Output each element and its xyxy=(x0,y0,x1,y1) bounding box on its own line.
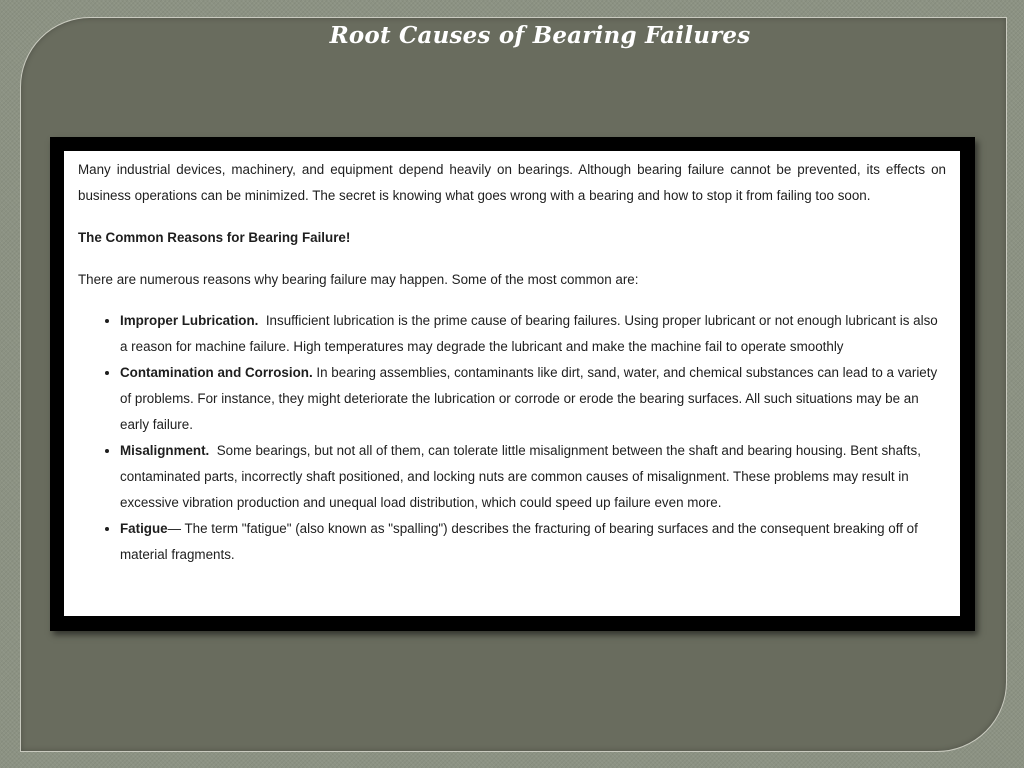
reason-text: Insufficient lubrication is the prime cause of bearing failures. Using proper lubricant or not enough lubricant is also a reason for machine failure. High temperatures may degrade the lubricant and make the machine fail to operate smoothly xyxy=(120,313,942,354)
list-item xyxy=(120,360,946,438)
reason-term: Contamination and Corrosion. xyxy=(120,365,313,380)
reason-text: — The term "fatigue" (also known as "spalling") describes the fracturing of bearing surfaces and the consequent breaking off of material fragments. xyxy=(120,521,922,562)
reason-term: Improper Lubrication. xyxy=(120,313,259,328)
reason-term: Fatigue xyxy=(120,521,168,536)
reason-text: Some bearings, but not all of them, can tolerate little misalignment between the shaft and bearing housing. Bent shafts, contaminated parts, incorrectly shaft positioned, and locking nuts are common causes of misalignment. These problems may result in excessive vibration production and unequal load distribution, which could speed up failure even more. xyxy=(120,443,925,510)
document-image xyxy=(64,151,960,616)
section-heading: The Common Reasons for Bearing Failure! xyxy=(78,230,351,245)
lead-paragraph: There are numerous reasons why bearing failure may happen. Some of the most common are: xyxy=(78,272,639,287)
reason-text: In bearing assemblies, contaminants like dirt, sand, water, and chemical substances can lead to a variety of problems. For instance, they might deteriorate the lubrication or corrode or erode the bearing surfaces. All such situations may be an early failure. xyxy=(120,365,941,432)
reason-term: Misalignment. xyxy=(120,443,210,458)
intro-paragraph: Many industrial devices, machinery, and equipment depend heavily on bearings. Although bearing failure cannot be prevented, its effects on business operations can be minimized. The secret is knowing what goes wrong with a bearing and how to stop it from failing too soon. xyxy=(78,162,946,203)
slide-title: Root Causes of Bearing Failures xyxy=(329,22,751,49)
list-item xyxy=(120,308,946,360)
list-item xyxy=(120,438,946,516)
reasons-list xyxy=(78,308,946,568)
document-picture-frame xyxy=(50,137,975,631)
list-item xyxy=(120,516,946,568)
